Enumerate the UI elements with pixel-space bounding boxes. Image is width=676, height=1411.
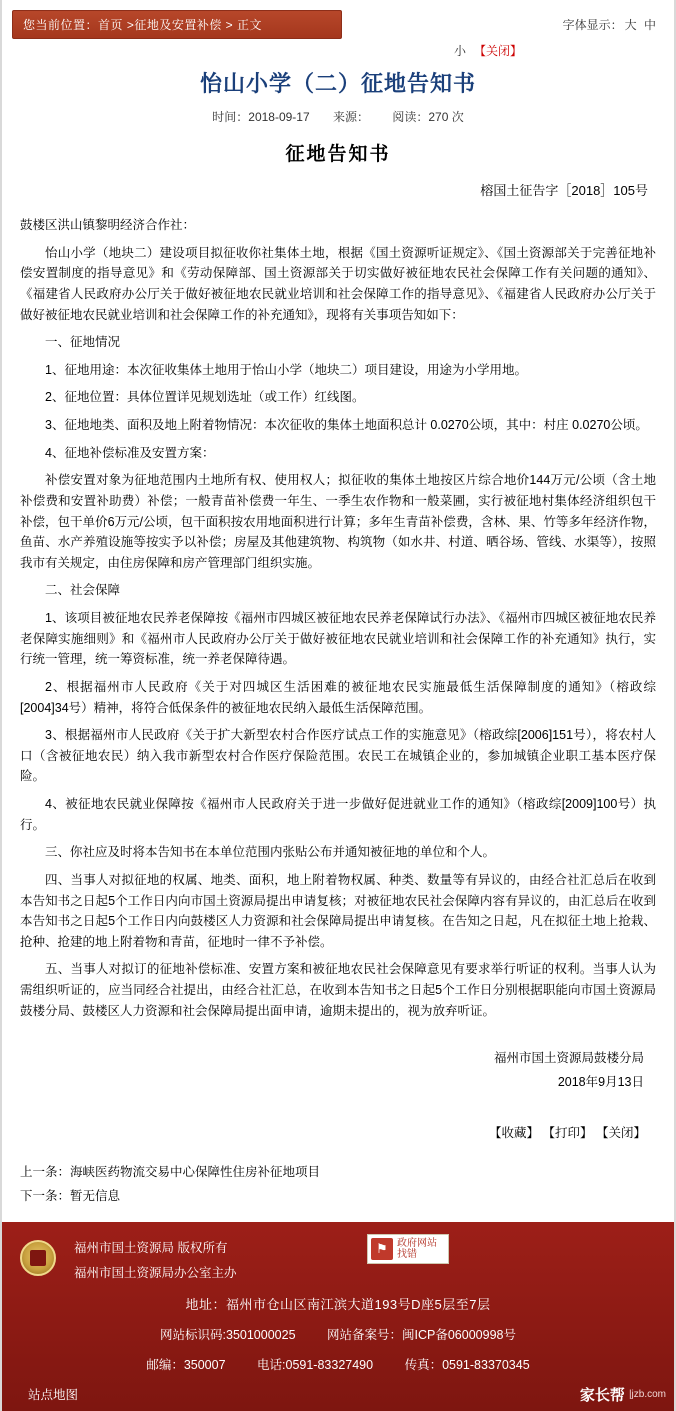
footer-org-lines <box>74 1236 237 1286</box>
article-source: 来源： <box>333 110 370 124</box>
paragraph: 三、你社应及时将本告知书在本单位范围内张贴公布并通知被征地的单位和个人。 <box>45 845 496 860</box>
next-label: 下一条： <box>20 1188 71 1203</box>
addressee: 鼓楼区洪山镇黎明经济合作社： <box>20 218 196 232</box>
section-heading-1: 一、征地情况 <box>45 335 121 350</box>
watermark-text: 家长帮 <box>579 1387 625 1405</box>
site-identifier: 网站标识码:3501000025 <box>160 1328 296 1343</box>
icp-number[interactable]: 网站备案号：闽ICP备06000998号 <box>327 1328 516 1343</box>
article-actions <box>2 1123 674 1141</box>
footer-address: 地址：福州市仓山区南江滨大道193号D座5层至7层 <box>185 1297 491 1313</box>
next-text: 暂无信息 <box>70 1188 121 1203</box>
paragraph: 怡山小学（地块二）建设项目拟征收你社集体土地，根据《国土资源听证规定》、《国土资源部关于完善征地补偿安置制度的指导意见》和《劳动保障部、国土资源部关于切实做好被征地农民社会保障工作有关问题的通知》、《福建省人民政府办公厅关于做好被征地农民就业培训和社会保障工作的指导意见》、《福建省人民政府办公厅关于做好被征地农民就业培训和社会保障工作的补充通知》，现将有关事项告知如下： <box>20 245 656 322</box>
footer-top-row <box>2 1232 674 1286</box>
paragraph: 3、根据福州市人民政府《关于扩大新型农村合作医疗试点工作的实施意见》（榕政综[2006]151号），将农村人口（含被征地农民）纳入我市新型农村合作医疗保险范围。农民工在城镇企业的，参加城镇企业职工基本医疗保险。 <box>20 728 656 784</box>
flag-icon: ⚑ <box>371 1238 393 1260</box>
font-size-large[interactable]: 大 <box>624 17 637 32</box>
prev-label: 上一条： <box>20 1164 71 1179</box>
footer-copyright: 福州市国土资源局 版权所有 <box>74 1241 228 1256</box>
close-link-top[interactable]: 【关闭】 <box>474 44 523 58</box>
gov-site-error-report-badge[interactable] <box>367 1234 449 1264</box>
paragraph: 3、征地地类、面积及地上附着物情况：本次征收的集体土地面积总计 0.0270公顷，其中：村庄 0.0270公顷。 <box>45 418 648 432</box>
paragraph: 四、当事人对拟征地的权属、地类、面积，地上附着物权属、种类、数量等有异议的，由经合社汇总后在收到本告知书之日起5个工作日内向市国土资源局提出申请复核；对被征地农民社会保障内容有异议的，由汇总后在收到本告知书之日起5个工作日内向鼓楼区人力资源和社会保障局提出申请复核。在告知之日起，凡在拟征土地上抢栽、抢种、抢建的地上附着物和青苗，征地时一律不予补偿。 <box>20 872 656 949</box>
signing-date: 2018年9月13日 <box>557 1075 644 1089</box>
topbar <box>2 0 674 40</box>
fax: 传真：0591-83370345 <box>404 1358 530 1373</box>
breadcrumb-text: 您当前位置：首页 >征地及安置补偿 > 正文 <box>23 17 263 32</box>
paragraph: 补偿安置对象为征地范围内土地所有权、使用权人；拟征收的集体土地按区片综合地价144万元/公顷（含土地补偿费和安置补助费）补偿；一般青苗补偿费一年生、一季生农作物和一般菜圃，实行被征地村集体经济组织包干补偿，包干单价6万元/公顷，包干面积按农用地面积进行计算；多年生青苗补偿费，含林、果、竹等多年经济作物，鱼苗、水产养殖设施等按实予以补偿；房屋及其他建筑物、构筑物（如水井、村道、晒谷场、管线、水渠等），按照我市有关规定，由住房保障和房产管理部门组织实施。 <box>20 473 656 570</box>
phone: 电话:0591-83327490 <box>257 1358 374 1373</box>
article-time: 时间：2018-09-17 <box>212 110 310 124</box>
paragraph: 1、征地用途：本次征收集体土地用于怡山小学（地块二）项目建设，用途为小学用地。 <box>45 362 527 377</box>
breadcrumb[interactable] <box>12 10 342 39</box>
paragraph: 2、征地位置：具体位置详见规划选址（或工作）红线图。 <box>45 390 365 405</box>
document-body <box>2 215 674 1021</box>
paragraph: 五、当事人对拟订的征地补偿标准、安置方案和被征地农民社会保障意见有要求举行听证的权利。当事人认为需组织听证的，应当同经合社提出，由经合社汇总，在收到本告知书之日起5个工作日分别根据职能向市国土资源局鼓楼分局、鼓楼区人力资源和社会保障局提出面申请，逾期未提出的，视为放弃听证。 <box>20 962 656 1018</box>
watermark <box>580 1384 666 1405</box>
prev-link[interactable]: 海峡医药物流交易中心保障性住房补征地项目 <box>70 1164 321 1179</box>
prev-article <box>20 1161 656 1185</box>
small-close-row <box>2 42 674 59</box>
gov-badge-line2: 找错 <box>397 1249 417 1261</box>
paragraph: 2、根据福州市人民政府《关于对四城区生活困难的被征地农民实施最低生活保障制度的通知》（榕政综[2004]34号）精神，将符合低保条件的被征地农民纳入最低生活保障范围。 <box>20 679 656 715</box>
article-meta <box>2 108 674 125</box>
watermark-subtext: |jzb.com <box>628 1389 666 1401</box>
font-size-medium[interactable]: 中 <box>643 17 656 32</box>
prev-next-nav <box>2 1161 674 1223</box>
footer-host: 福州市国土资源局办公室主办 <box>74 1266 237 1281</box>
sitemap-link[interactable] <box>2 1385 674 1403</box>
paragraph: 1、该项目被征地农民养老保障按《福州市四城区被征地农民养老保障试行办法》、《福州市四城区被征地农民养老保障实施细则》和《福州市人民政府办公厅关于做好被征地农民就业培训和社会保障工作的补充通知》执行，实行统一管理，统一筹资标准，统一养老保障待遇。 <box>20 611 656 667</box>
next-article <box>20 1185 656 1209</box>
signature-block <box>2 1047 674 1095</box>
font-size-label: 字体显示： <box>562 17 623 32</box>
document-heading: 征地告知书 <box>285 144 391 165</box>
close-button[interactable]: 【关闭】 <box>595 1125 646 1140</box>
print-button[interactable]: 【打印】 <box>542 1125 593 1140</box>
government-seal-icon <box>20 1240 56 1276</box>
footer-contact-row <box>2 1355 674 1373</box>
article-reads: 阅读：270 次 <box>392 110 464 124</box>
page-title: 怡山小学（二）征地告知书 <box>199 71 476 96</box>
footer-ids-row <box>2 1325 674 1343</box>
font-size-small[interactable]: 小 <box>453 44 466 58</box>
section-heading-2: 二、社会保障 <box>45 583 121 598</box>
font-size-control <box>563 16 664 33</box>
site-footer <box>2 1222 674 1411</box>
gov-badge-text <box>397 1238 437 1261</box>
document-number: 榕国土征告字［2018］105号 <box>480 183 648 198</box>
postcode: 邮编：350007 <box>146 1358 226 1373</box>
paragraph: 4、征地补偿标准及安置方案： <box>45 445 215 460</box>
signing-organization: 福州市国土资源局鼓楼分局 <box>493 1051 644 1066</box>
gov-badge-line1: 政府网站 <box>397 1237 437 1249</box>
paragraph: 4、被征地农民就业保障按《福州市人民政府关于进一步做好促进就业工作的通知》（榕政综[2009]100号）执行。 <box>20 797 656 832</box>
favorite-button[interactable]: 【收藏】 <box>488 1125 539 1140</box>
sitemap-label: 站点地图 <box>28 1388 79 1403</box>
